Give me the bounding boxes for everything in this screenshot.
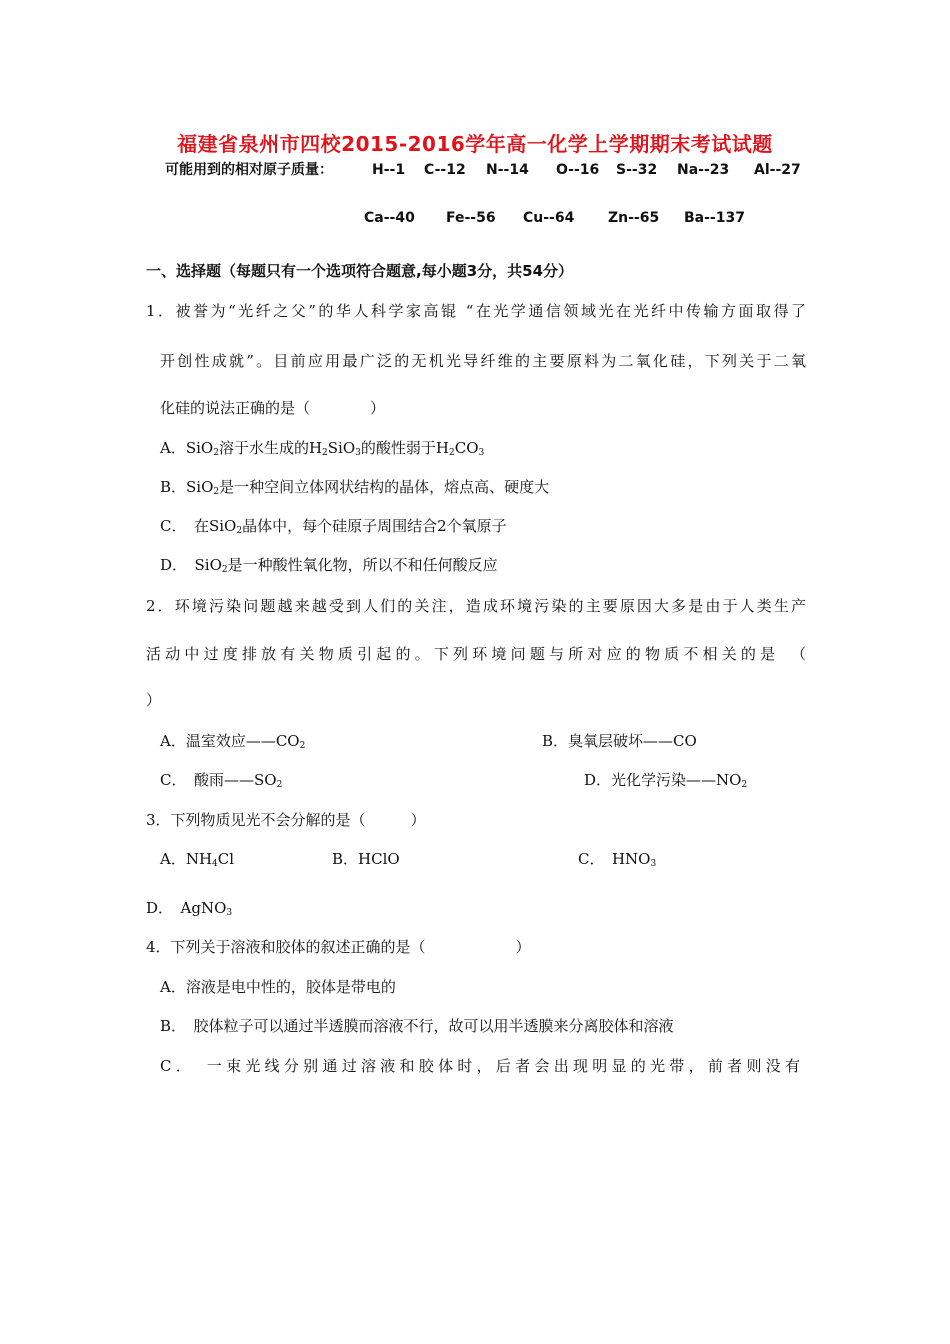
question-2-line-2: 活动中过度排放有关物质引起的。下列环境问题与所对应的物质不相关的是 （ — [146, 645, 806, 663]
atomic-mass-ba: Ba--137 — [684, 210, 745, 226]
question-1-line-1: 1．被誉为“光纤之父”的华人科学家高锟 “在光学通信领域光在光纤中传输方面取得了 — [146, 302, 806, 320]
atomic-mass-c: C--12 — [424, 162, 466, 178]
atomic-mass-ca: Ca--40 — [364, 210, 415, 226]
section-heading: 一、选择题（每题只有一个选项符合题意,每小题3分，共54分） — [146, 262, 574, 280]
question-1-option-a: A．SiO$_2$溶于水生成的$H_2SiO_3$的酸性弱于$H_2CO_3$ — [160, 439, 485, 458]
atomic-mass-n: N--14 — [486, 162, 529, 178]
atomic-mass-s: S--32 — [616, 162, 658, 178]
question-2-option-b: B．臭氧层破坏——CO — [542, 732, 697, 750]
question-2-option-c: C． 酸雨$——SO_2$ — [160, 771, 283, 790]
atomic-mass-na: Na--23 — [677, 162, 730, 178]
question-2-option-a: A．温室效应$——CO_2$ — [160, 732, 306, 751]
question-4-option-c: C． 一束光线分别通过溶液和胶体时，后者会出现明显的光带，前者则没有 — [160, 1057, 800, 1075]
atomic-mass-zn: Zn--65 — [608, 210, 660, 226]
atomic-mass-cu: Cu--64 — [523, 210, 575, 226]
atomic-mass-fe: Fe--56 — [446, 210, 496, 226]
question-1-option-b: B．SiO$_2$是一种空间立体网状结构的晶体，熔点高、硬度大 — [160, 478, 550, 497]
question-2-line-3: ） — [146, 691, 162, 709]
exam-title: 福建省泉州市四校2015-2016学年高一化学上学期期末考试试题 — [177, 132, 773, 156]
atomic-mass-al: Al--27 — [754, 162, 801, 178]
question-1-line-3: 化硅的说法正确的是（ ） — [160, 399, 386, 417]
question-3-option-d: D． AgNO$_3$ — [146, 899, 233, 918]
question-4-option-b: B． 胶体粒子可以通过半透膜而溶液不行，故可以用半透膜来分离胶体和溶液 — [160, 1017, 674, 1035]
question-3-line-1: 3．下列物质见光不会分解的是（ ） — [146, 811, 426, 829]
question-4-line-1: 4．下列关于溶液和胶体的叙述正确的是（ ） — [146, 938, 531, 956]
atomic-mass-o: O--16 — [556, 162, 600, 178]
question-2-option-d: D．光化学污染$——NO_2$ — [584, 771, 748, 790]
question-2-line-1: 2．环境污染问题越来越受到人们的关注，造成环境污染的主要原因大多是由于人类生产 — [146, 597, 806, 615]
question-1-line-2: 开创性成就”。目前应用最广泛的无机光导纤维的主要原料为二氧化硅，下列关于二氧 — [160, 352, 806, 370]
question-3-option-a: A．$NH_4Cl$ — [160, 850, 235, 869]
question-4-option-a: A．溶液是电中性的，胶体是带电的 — [160, 978, 396, 996]
question-1-option-c: C． 在SiO$_2$晶体中，每个硅原子周围结合2个氧原子 — [160, 517, 507, 536]
atomic-mass-label: 可能用到的相对原子质量： — [165, 162, 333, 178]
atomic-mass-h: H--1 — [372, 162, 406, 178]
question-3-option-b: B．HClO — [332, 850, 400, 868]
question-1-option-d: D． SiO$_2$是一种酸性氧化物，所以不和任何酸反应 — [160, 556, 498, 575]
question-3-option-c: C． $HNO_3$ — [578, 850, 657, 869]
